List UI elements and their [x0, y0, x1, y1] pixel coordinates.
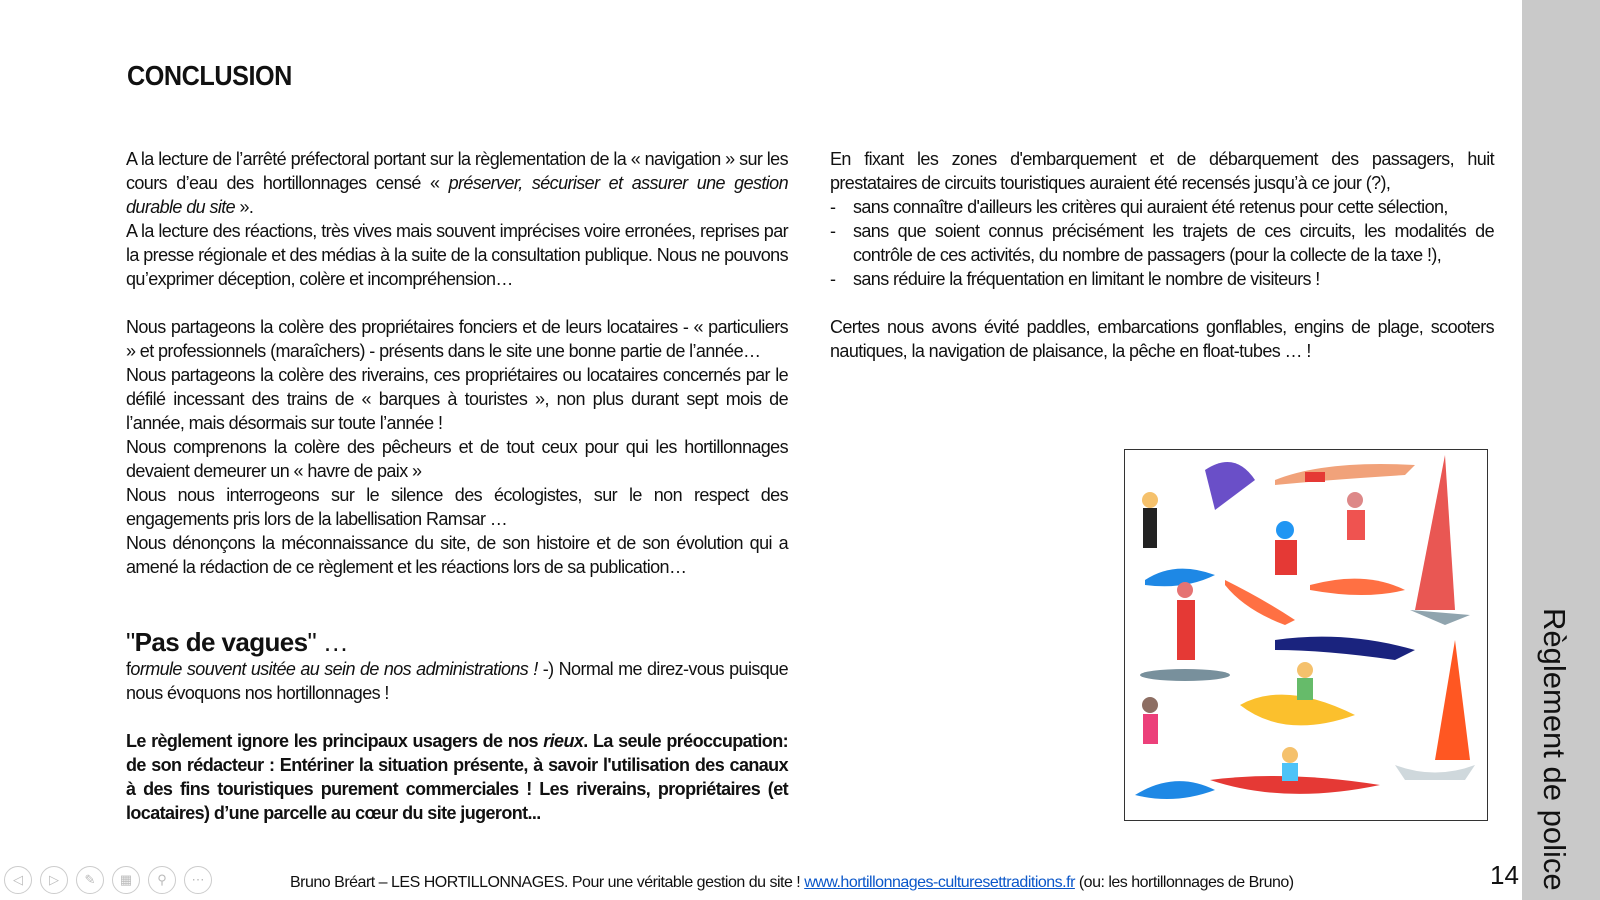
text: A la lecture de l’arrêté préfectoral portant sur la règlementation de la « navigation » sur les cours d’eau des hortillonnages censé « [126, 149, 788, 193]
pen-icon[interactable]: ✎ [76, 866, 104, 894]
website-link[interactable]: www.hortillonnages-culturesettraditions.fr [804, 874, 1075, 891]
slides-overview-icon[interactable]: ▦ [112, 866, 140, 894]
list-item [830, 219, 1494, 267]
text: f [126, 659, 131, 679]
presentation-controls [4, 866, 212, 894]
text: sans connaître d'ailleurs les critères qui auraient été retenus pour cette sélection, [853, 197, 1448, 217]
left-column [126, 147, 788, 825]
bullet: - [830, 269, 836, 289]
paragraph-bold [126, 729, 788, 825]
list-item [830, 267, 1494, 291]
paragraph [126, 657, 788, 705]
previous-slide-icon[interactable]: ◁ [4, 866, 32, 894]
paragraph: Nous partageons la colère des propriétaires fonciers et de leurs locataires - « particuliers » et professionnels (maraîchers) - présents dans le site une bonne partie de l’année… [126, 317, 788, 361]
paragraph [126, 147, 788, 219]
footer [290, 874, 1294, 892]
text: Le règlement ignore les principaux usagers de nos [126, 731, 544, 751]
bullet: - [830, 197, 836, 217]
quote: préserver, sécuriser et assurer une gestion durable du site [126, 173, 788, 217]
text: " [126, 627, 135, 657]
text: sans réduire la fréquentation en limitant le nombre de visiteurs ! [853, 269, 1320, 289]
subheading [126, 627, 788, 657]
next-slide-icon[interactable]: ▷ [40, 866, 68, 894]
slide-title: CONCLUSION [127, 60, 292, 91]
bullet: - [830, 221, 836, 241]
paragraph: A la lecture des réactions, très vives mais souvent imprécises voire erronées, reprises par la presse régionale et des médias à la suite de la consultation publique. Nous ne pouvons qu’exprimer déception, colère et incompréhension… [126, 221, 788, 289]
zoom-icon[interactable]: ⚲ [148, 866, 176, 894]
text: -) Normal me direz-vous puisque nous évoquons nos hortillonnages ! [126, 659, 788, 703]
text: sans que soient connus précisément les trajets de ces circuits, les modalités de contrôle de ces activités, du nombre de passagers (pour la collecte de la taxe !), [853, 221, 1494, 265]
page-number: 14 [1490, 860, 1519, 890]
more-options-icon[interactable]: ⋯ [184, 866, 212, 894]
section-title: Règlement de police [1537, 608, 1572, 891]
text: . La seule préoccupation: de son rédacteur : Entériner la situation présente, à savoir l'utilisation des canaux à des fins touristiques purement commerciales ! Les riverains, propriétaires (et locataires) d’une parcelle au cœur du site jugeront... [126, 731, 788, 823]
paragraph: En fixant les zones d'embarquement et de débarquement des passagers, huit prestataires de circuits touristiques auraient été recensés jusqu’à ce jour (?), [830, 149, 1494, 193]
text: Pas de vagues [134, 627, 308, 657]
paragraph: Nous comprenons la colère des pêcheurs et de tout ceux pour qui les hortillonnages devaient demeurer un « havre de paix » [126, 437, 788, 481]
text: ormule souvent usitée au sein de nos administrations ! [130, 659, 543, 679]
paragraph: Nous partageons la colère des riverains, ces propriétaires ou locataires concernés par le défilé incessant des trains de « barques à touristes », non plus durant sept mois de l’année, mais désormais sur toute l’année ! [126, 365, 788, 433]
list-item [830, 195, 1494, 219]
right-column [830, 147, 1494, 363]
text: rieux [543, 731, 584, 751]
text: " … [307, 627, 349, 657]
paragraph: Nous nous interrogeons sur le silence des écologistes, sur le non respect des engagements pris lors de la labellisation Ramsar … [126, 485, 788, 529]
paragraph: Certes nous avons évité paddles, embarcations gonflables, engins de plage, scooters nautiques, la navigation de plaisance, la pêche en float-tubes … ! [830, 317, 1494, 361]
footer-text: Bruno Bréart – LES HORTILLONNAGES. Pour une véritable gestion du site ! [290, 874, 805, 891]
text: ». [235, 197, 254, 217]
footer-suffix: (ou: les hortillonnages de Bruno) [1074, 874, 1294, 891]
water-sports-illustration [1124, 449, 1488, 821]
paragraph: Nous dénonçons la méconnaissance du site, de son histoire et de son évolution qui a amené la rédaction de ce règlement et les réactions lors de sa publication… [126, 533, 788, 577]
